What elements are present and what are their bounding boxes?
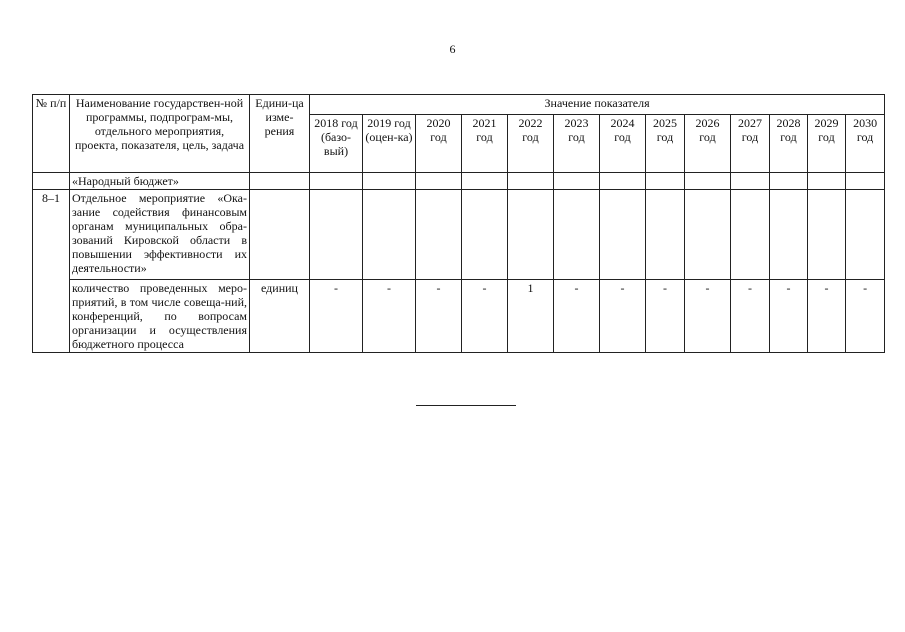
year-header: 2022 год [508, 115, 554, 173]
row-value [770, 173, 808, 190]
row-value [554, 173, 600, 190]
row-value [600, 190, 646, 280]
year-header: 2019 год (оцен-ка) [363, 115, 416, 173]
row-name: Отдельное мероприятие «Ока-зание содействия финансовым органам муниципальных обра-зований Кировской области в повышении эффективности их деятельности» [70, 190, 250, 280]
header-row [33, 95, 885, 115]
row-value: - [462, 280, 508, 353]
row-value: - [363, 280, 416, 353]
row-value: - [770, 280, 808, 353]
year-header: 2024 год [600, 115, 646, 173]
row-value [808, 173, 846, 190]
row-value [416, 173, 462, 190]
row-value [685, 173, 731, 190]
table-row [33, 190, 885, 280]
page-number: 6 [449, 42, 456, 56]
row-value [685, 190, 731, 280]
row-num [33, 173, 70, 190]
row-value [770, 190, 808, 280]
header-num: № п/п [33, 95, 70, 173]
year-header: 2029 год [808, 115, 846, 173]
row-value [508, 190, 554, 280]
year-header: 2028 год [770, 115, 808, 173]
row-value: - [808, 280, 846, 353]
year-header: 2021 год [462, 115, 508, 173]
row-num: 8–1 [33, 190, 70, 353]
row-value [808, 190, 846, 280]
row-value [310, 190, 363, 280]
indicators-table [32, 94, 885, 353]
table-row [33, 280, 885, 353]
year-header: 2027 год [731, 115, 770, 173]
row-value: - [731, 280, 770, 353]
row-value [846, 190, 885, 280]
row-value [416, 190, 462, 280]
row-value: - [600, 280, 646, 353]
year-header: 2023 год [554, 115, 600, 173]
header-name: Наименование государствен-ной программы, подпрограм-мы, отдельного мероприятия, проекта, показателя, цель, задача [70, 95, 250, 173]
table-row [33, 173, 885, 190]
row-value: - [646, 280, 685, 353]
row-value [363, 190, 416, 280]
row-value [646, 190, 685, 280]
header-unit: Едини-ца изме-рения [250, 95, 310, 173]
row-value [600, 173, 646, 190]
year-header: 2030 год [846, 115, 885, 173]
row-value: - [416, 280, 462, 353]
row-value [462, 190, 508, 280]
row-value [462, 173, 508, 190]
row-unit [250, 190, 310, 280]
row-value: - [310, 280, 363, 353]
end-separator-line [416, 405, 516, 406]
row-value [508, 173, 554, 190]
row-value [554, 190, 600, 280]
row-unit [250, 173, 310, 190]
row-value: - [685, 280, 731, 353]
row-name: количество проведенных меро-приятий, в том числе совеща-ний, конференций, по вопросам организации и осуществления бюджетного процесса [70, 280, 250, 353]
year-header: 2020 год [416, 115, 462, 173]
year-header: 2025 год [646, 115, 685, 173]
row-value [646, 173, 685, 190]
year-header: 2026 год [685, 115, 731, 173]
row-value [846, 173, 885, 190]
row-value [731, 190, 770, 280]
year-header: 2018 год (базо-вый) [310, 115, 363, 173]
row-value: 1 [508, 280, 554, 353]
row-name: «Народный бюджет» [70, 173, 250, 190]
row-value [310, 173, 363, 190]
row-value: - [846, 280, 885, 353]
row-value [731, 173, 770, 190]
row-unit: единиц [250, 280, 310, 353]
header-values-group: Значение показателя [310, 95, 885, 115]
row-value [363, 173, 416, 190]
row-value: - [554, 280, 600, 353]
